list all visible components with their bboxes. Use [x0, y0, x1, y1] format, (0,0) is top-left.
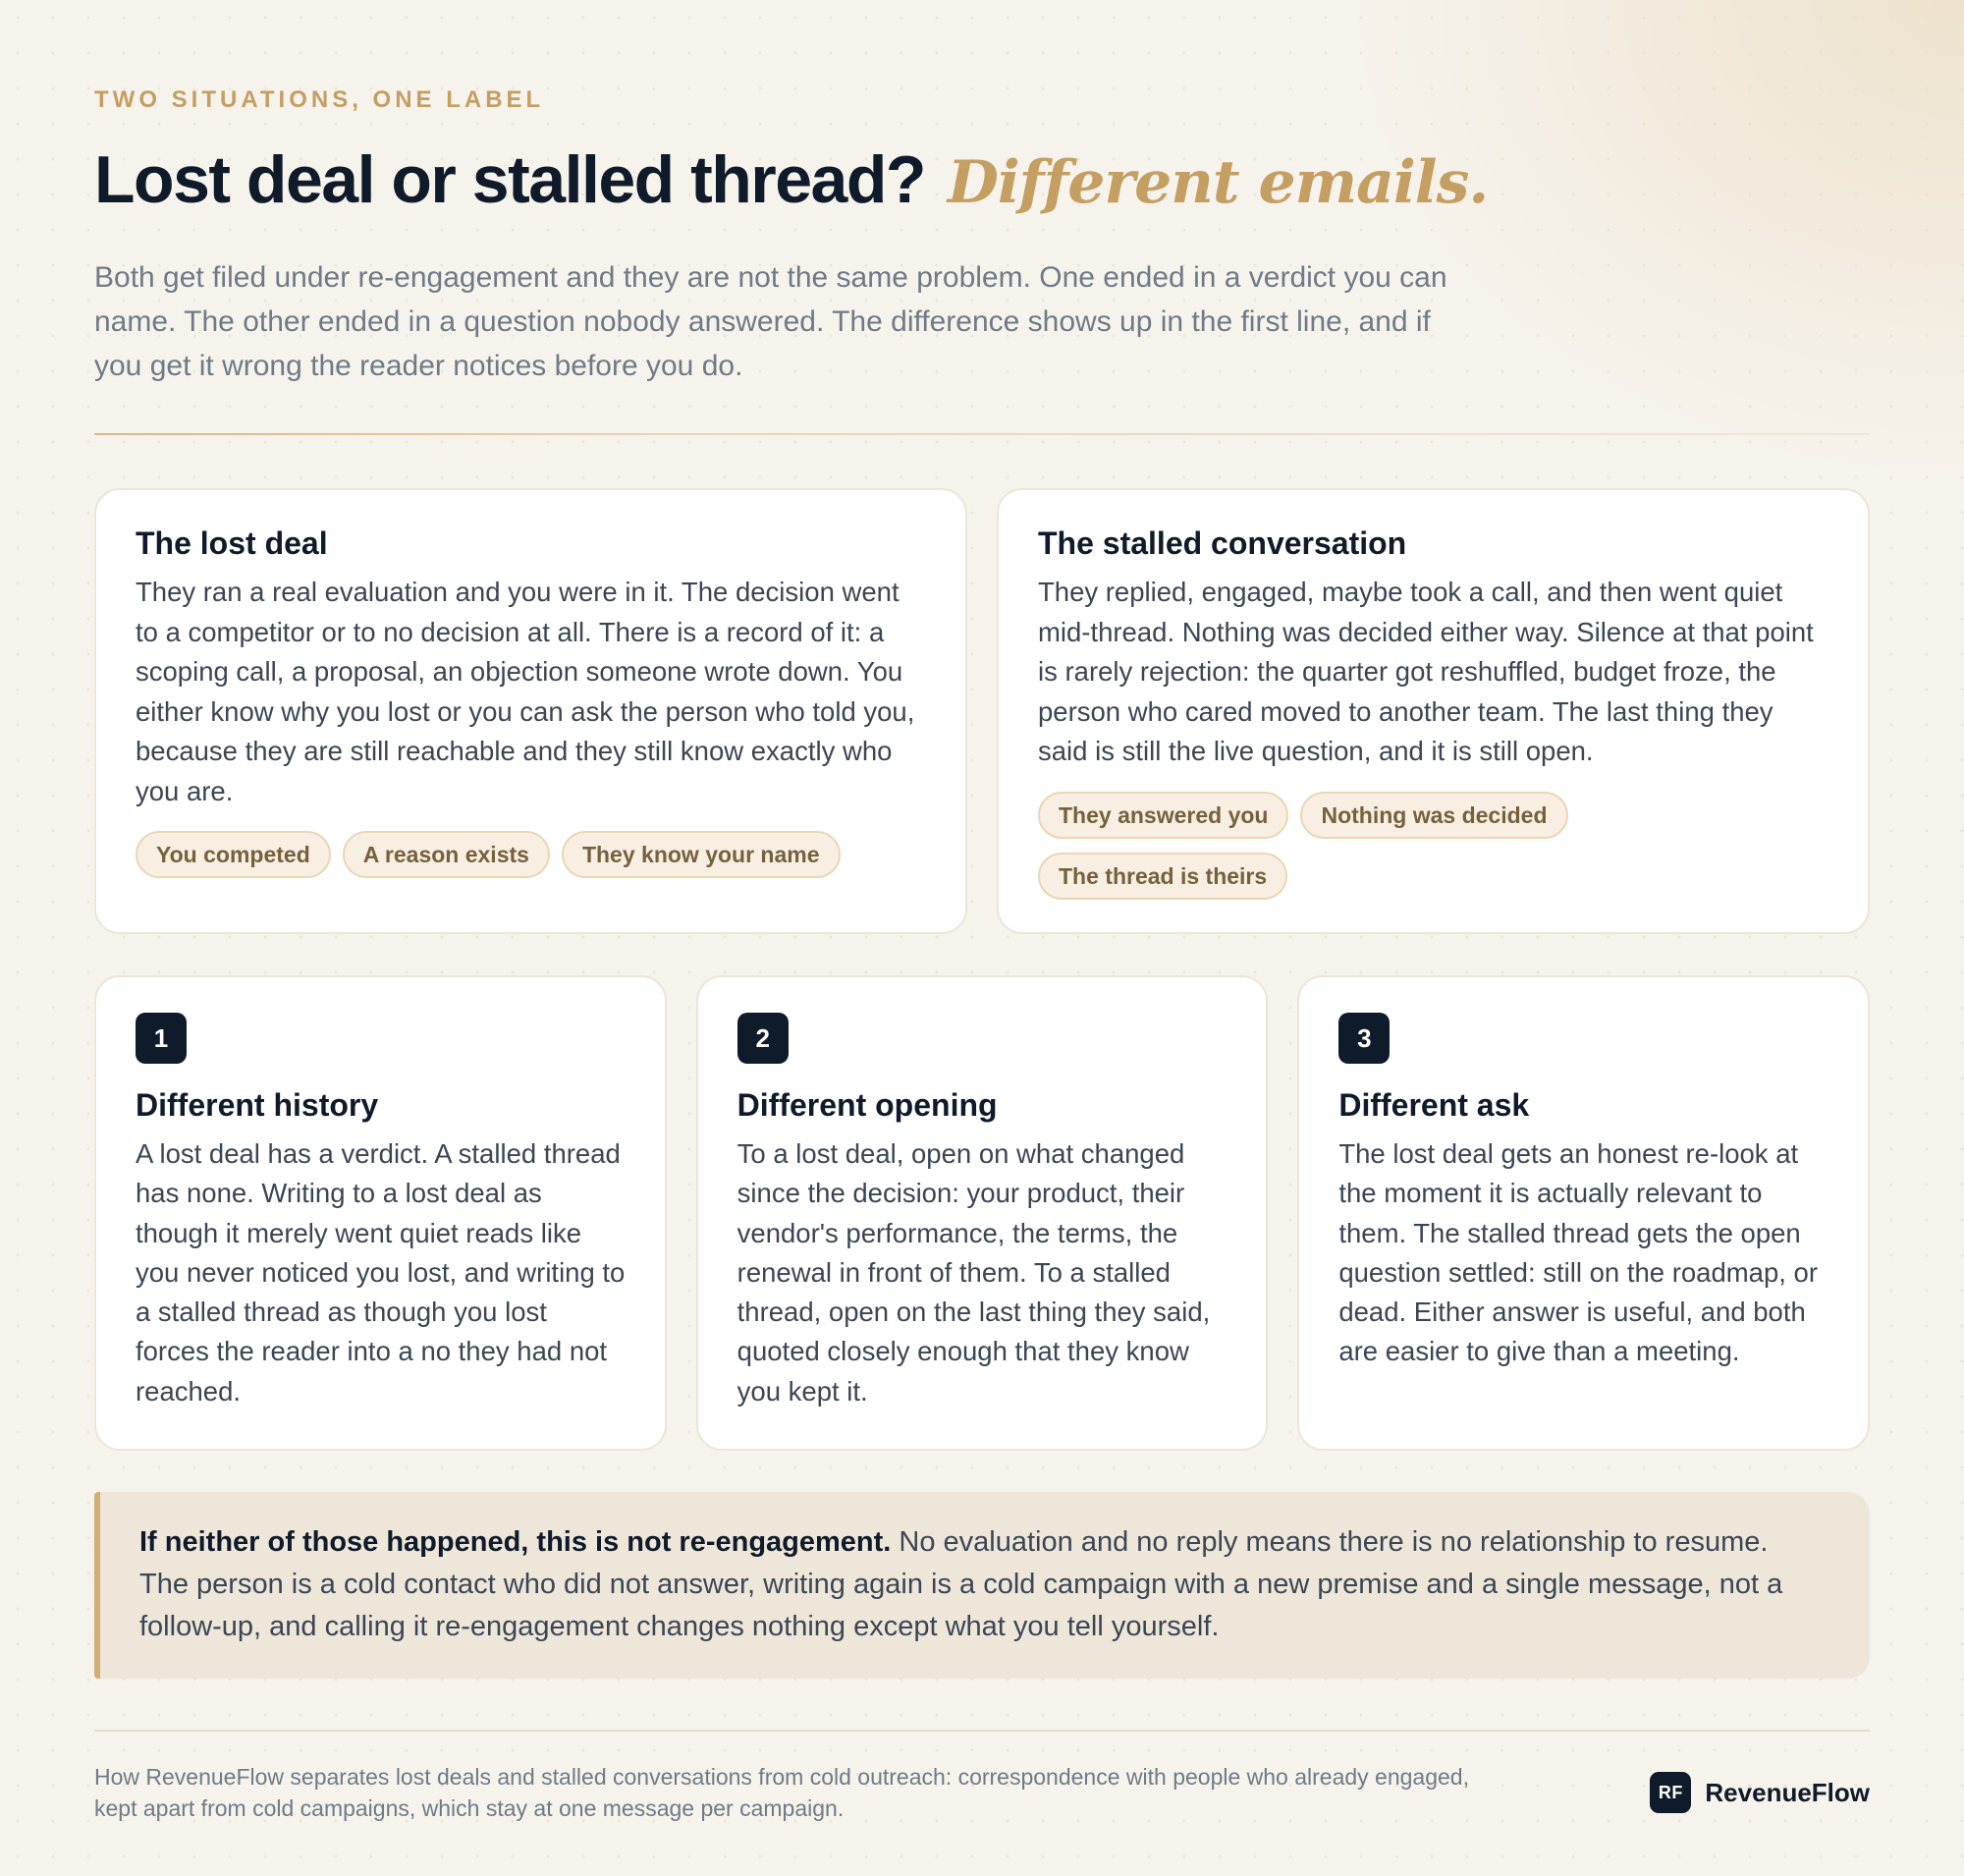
- card-body: They ran a real evaluation and you were in it. The decision went to a competitor or to no decision at all. There is a record of it: a scoping call, a proposal, an objection someone wrote down. You either know why you lost or you can ask the person who told you, because they are still reachable and they still know exactly who you are.: [136, 577, 915, 806]
- brand-logo-icon: RF: [1650, 1772, 1691, 1813]
- tag: They answered you: [1038, 792, 1288, 839]
- number-badge: 2: [737, 1013, 789, 1064]
- footer-text: How RevenueFlow separates lost deals and stalled conversations from cold outreach: correspondence with people who already engaged, kept apart from cold campaigns, which stay at one message per campaign.: [94, 1764, 1469, 1821]
- title-main: Lost deal or stalled thread?: [94, 142, 925, 217]
- footer-divider: [94, 1730, 1870, 1732]
- callout: [94, 1492, 1870, 1679]
- differences-row: [94, 975, 1870, 1451]
- card-different-opening: [696, 975, 1269, 1451]
- card-title: Different history: [136, 1087, 379, 1123]
- lede: Both get filed under re-engagement and they are not the same problem. One ended in a verdict you can name. The other ended in a question nobody answered. The difference shows up in the first line, and if you get it wrong the reader notices before you do.: [94, 261, 1447, 382]
- card-body: A lost deal has a verdict. A stalled thread has none. Writing to a lost deal as though it merely went quiet reads like you never noticed you lost, and writing to a stalled thread as though you lost forces the reader into a no they had not reached.: [136, 1138, 626, 1407]
- card-different-history: [94, 975, 667, 1451]
- callout-lead: If neither of those happened, this is not re-engagement.: [139, 1526, 892, 1558]
- tag: Nothing was decided: [1300, 792, 1567, 839]
- footer: [94, 1761, 1870, 1824]
- number-badge: 1: [136, 1013, 187, 1064]
- card-body: They replied, engaged, maybe took a call, and then went quiet mid-thread. Nothing was decided either way. Silence at that point is rarely rejection: the quarter got reshuffled, budget froze, the person who cared moved to another team. The last thing they said is still the live question, and it is still open.: [1038, 577, 1814, 766]
- brand-name: RevenueFlow: [1705, 1777, 1870, 1807]
- card-body: The lost deal gets an honest re-look at the moment it is actually relevant to them. The stalled thread gets the open question settled: still on the roadmap, or dead. Either answer is useful, and both are easier to give than a meeting.: [1338, 1138, 1818, 1367]
- card-title: Different ask: [1338, 1087, 1530, 1123]
- card-title: The stalled conversation: [1038, 525, 1407, 561]
- card-title: The lost deal: [136, 525, 328, 561]
- tag: A reason exists: [343, 831, 550, 878]
- callout-text: No evaluation and no reply means there is no relationship to resume. The person is a cold contact who did not answer, writing again is a cold campaign with a new premise and a single message, not a follow-up, and calling it re-engagement changes nothing except what you tell yourself.: [139, 1526, 1783, 1642]
- eyebrow: TWO SITUATIONS, ONE LABEL: [94, 86, 545, 113]
- number-badge: 3: [1338, 1013, 1390, 1064]
- card-stalled-conversation: [997, 488, 1870, 934]
- card-title: Different opening: [736, 1087, 998, 1123]
- brand: [1650, 1772, 1870, 1813]
- divider: [94, 433, 1870, 435]
- tag-list: [136, 831, 926, 878]
- card-body: To a lost deal, open on what changed since the decision: your product, their vendor's performance, the terms, the renewal in front of them. To a stalled thread, open on the last thing they said, quoted closely enough that they know you kept it.: [736, 1138, 1211, 1407]
- cases-row: [94, 488, 1870, 934]
- title-accent: Different emails.: [947, 148, 1489, 217]
- page-title: [94, 136, 1870, 236]
- card-lost-deal: [94, 488, 967, 934]
- tag: They know your name: [562, 831, 841, 878]
- card-different-ask: [1297, 975, 1870, 1451]
- page: [94, 86, 1870, 1824]
- tag: You competed: [136, 831, 331, 878]
- tag-list: [1038, 792, 1828, 900]
- tag: The thread is theirs: [1038, 853, 1287, 900]
